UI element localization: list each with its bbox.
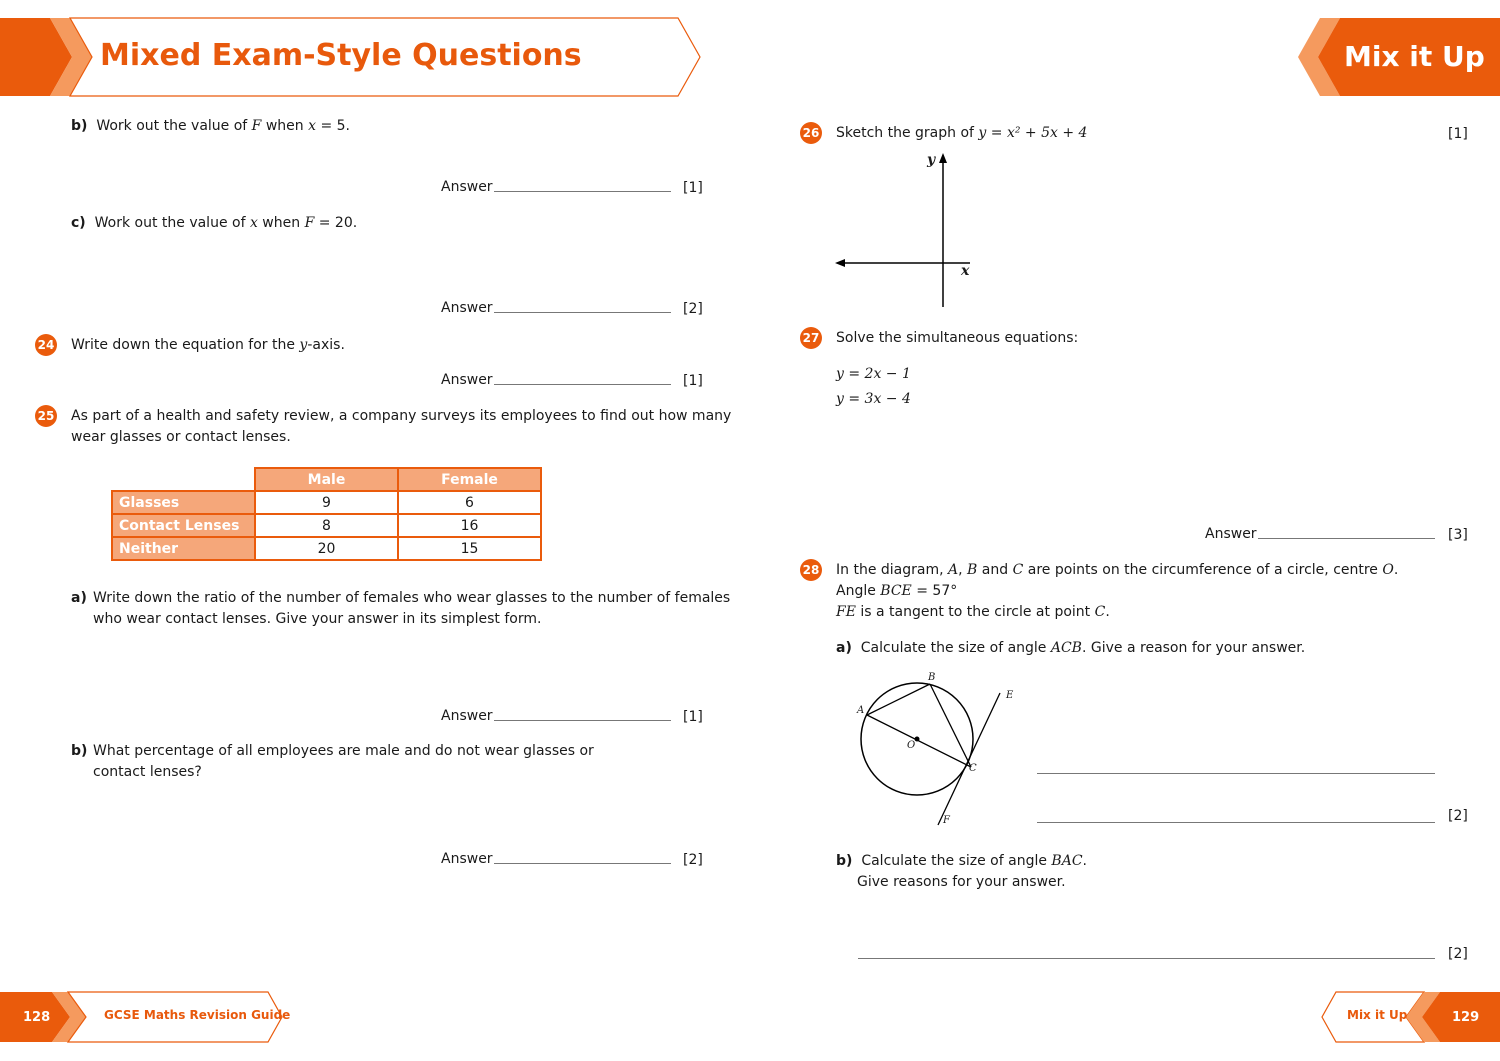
answer-label: Answer (441, 372, 493, 388)
q25a-line2: who wear contact lenses. Give your answer in its simplest form. (93, 611, 542, 627)
cell-female: 16 (398, 514, 541, 537)
page-title: Mixed Exam-Style Questions (100, 38, 582, 73)
question-number-26: 26 (800, 122, 822, 144)
q27-eq1: y = 2x − 1 (836, 366, 911, 382)
table-row (112, 537, 541, 560)
q28-line1: In the diagram, A, B and C are points on the circumference of a circle, centre O. (836, 562, 1399, 578)
q28-line3: FE is a tangent to the circle at point C. (836, 604, 1110, 620)
row-label: Glasses (112, 491, 255, 514)
cell-male: 20 (255, 537, 398, 560)
label-O: O (907, 740, 916, 751)
table-row (112, 491, 541, 514)
answer-line-q25b[interactable] (494, 863, 671, 864)
mark-q28a: [2] (1448, 808, 1468, 824)
cell-female: 6 (398, 491, 541, 514)
mark-q23c: [2] (683, 301, 703, 317)
q24-text: Write down the equation for the y-axis. (71, 337, 345, 353)
q23b: b) Work out the value of F when x = 5. (71, 118, 351, 134)
q28-line2: Angle BCE = 57° (836, 583, 958, 599)
q28b-line2: Give reasons for your answer. (857, 874, 1066, 890)
q23c: c) Work out the value of x when F = 20. (71, 215, 358, 231)
cell-female: 15 (398, 537, 541, 560)
cell-male: 8 (255, 514, 398, 537)
question-number-28: 28 (800, 559, 822, 581)
question-number-25: 25 (35, 405, 57, 427)
table-row (112, 514, 541, 537)
q25b-line1: What percentage of all employees are male and do not wear glasses or (93, 743, 594, 759)
q25a-line1: Write down the ratio of the number of females who wear glasses to the number of females (93, 590, 731, 606)
answer-line-q28a-1[interactable] (1037, 773, 1435, 774)
section-title: Mix it Up (1344, 40, 1485, 73)
mark-q28b: [2] (1448, 946, 1468, 962)
survey-table (111, 467, 542, 561)
row-label: Contact Lenses (112, 514, 255, 537)
table-header-female: Female (398, 468, 541, 491)
y-axis-label: y (927, 152, 936, 168)
answer-line-q25a[interactable] (494, 720, 671, 721)
mark-q24: [1] (683, 373, 703, 389)
label-E: E (1006, 690, 1014, 701)
answer-line-q24[interactable] (494, 384, 671, 385)
mark-q25b: [2] (683, 852, 703, 868)
x-axis-label: x (961, 263, 970, 279)
answer-line-q28b[interactable] (858, 958, 1435, 959)
label-B: B (928, 672, 936, 683)
table-header-male: Male (255, 468, 398, 491)
q27-text: Solve the simultaneous equations: (836, 330, 1079, 346)
label-F: F (943, 815, 950, 826)
q25-line1: As part of a health and safety review, a company surveys its employees to find out how many (71, 408, 732, 424)
answer-label: Answer (441, 179, 493, 195)
circle-diagram (850, 670, 1020, 830)
question-number-24: 24 (35, 334, 57, 356)
label-A: A (857, 705, 865, 716)
page-number-right: 129 (1452, 1010, 1480, 1025)
answer-label: Answer (1205, 526, 1257, 542)
answer-line-q28a-2[interactable] (1037, 822, 1435, 823)
cell-male: 9 (255, 491, 398, 514)
q25b-label: b) (71, 743, 88, 759)
answer-line-q23c[interactable] (494, 312, 671, 313)
answer-label: Answer (441, 708, 493, 724)
answer-label: Answer (441, 851, 493, 867)
mark-q27: [3] (1448, 527, 1468, 543)
axes-sketch (830, 150, 990, 310)
q25-line2: wear glasses or contact lenses. (71, 429, 291, 445)
footer-section-title: Mix it Up (1347, 1008, 1408, 1022)
q25b-line2: contact lenses? (93, 764, 202, 780)
label-C: C (969, 763, 977, 774)
q28b: b) Calculate the size of angle BAC. (836, 853, 1087, 869)
answer-line-q23b[interactable] (494, 191, 671, 192)
q28a: a) Calculate the size of angle ACB. Give a reason for your answer. (836, 640, 1306, 656)
mark-q26: [1] (1448, 126, 1468, 142)
row-label: Neither (112, 537, 255, 560)
mark-q25a: [1] (683, 709, 703, 725)
mark-q23b: [1] (683, 180, 703, 196)
answer-label: Answer (441, 300, 493, 316)
q25a-label: a) (71, 590, 87, 606)
q27-eq2: y = 3x − 4 (836, 391, 911, 407)
table-corner (112, 468, 255, 491)
question-number-27: 27 (800, 327, 822, 349)
footer-book-title: GCSE Maths Revision Guide (104, 1008, 291, 1022)
q26-text: Sketch the graph of y = x² + 5x + 4 (836, 125, 1088, 141)
page-number-left: 128 (23, 1010, 51, 1025)
answer-line-q27[interactable] (1258, 538, 1435, 539)
